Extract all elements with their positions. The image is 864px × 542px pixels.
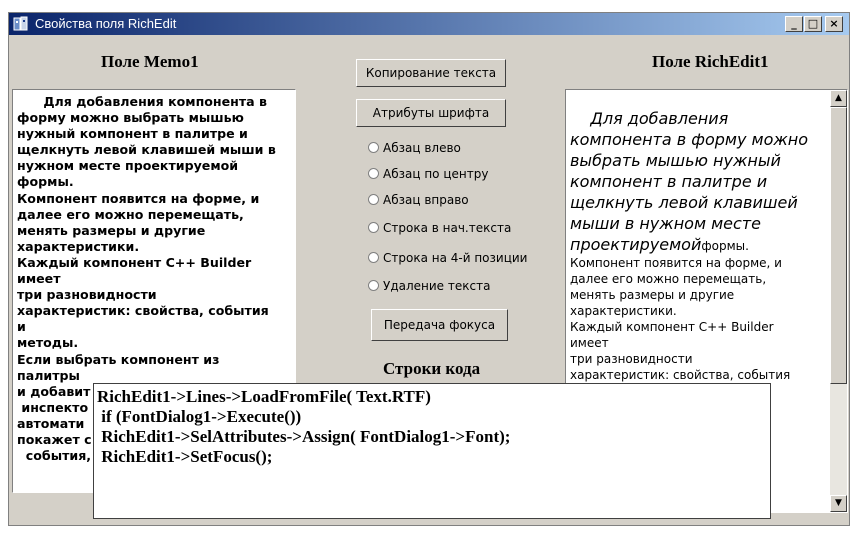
- rich-italic-line: щелкнуть левой клавишей: [570, 193, 798, 212]
- memo-line: менять размеры и другие: [17, 222, 206, 238]
- title-bar[interactable]: [9, 13, 849, 35]
- radio-option[interactable]: [368, 251, 527, 265]
- memo-line: характеристики.: [17, 238, 140, 254]
- memo-heading: Поле Memo1: [101, 52, 199, 71]
- rich-italic-line: Для добавления: [570, 109, 729, 128]
- rich-italic-line: компонент в палитре и: [570, 172, 768, 191]
- radio-circle-icon[interactable]: [368, 168, 379, 179]
- memo-line: палитры: [17, 367, 80, 383]
- rich-italic-line: мыши в нужном месте: [570, 214, 761, 233]
- memo-line: методы.: [17, 335, 79, 351]
- memo-line: события,: [17, 448, 92, 464]
- radio-circle-icon[interactable]: [368, 194, 379, 205]
- code-line: if (FontDialog1->Execute()): [97, 407, 302, 426]
- radio-option[interactable]: [368, 193, 469, 207]
- memo-line: автомати: [17, 415, 85, 431]
- rich-tail: формы.: [701, 239, 749, 253]
- memo-line: щелкнуть левой клавишей мыши в: [17, 142, 276, 158]
- memo-line: нужном месте проектируемой: [17, 158, 239, 174]
- copy-text-button[interactable]: Копирование текста: [356, 59, 506, 87]
- memo-line: формы.: [17, 174, 74, 190]
- main-window: [8, 12, 850, 526]
- memo-line: Для добавления компонента в: [17, 94, 268, 109]
- minimize-button[interactable]: _: [785, 16, 803, 32]
- radio-option[interactable]: [368, 221, 511, 235]
- rich-line: менять размеры и другие: [570, 288, 735, 302]
- rich-line: далее его можно перемещать,: [570, 272, 767, 286]
- radio-label: Строка в нач.текста: [383, 221, 512, 235]
- richedit-heading: Поле RichEdit1: [652, 52, 769, 71]
- window-title: Свойства поля RichEdit: [35, 16, 177, 31]
- rich-line: характеристик: свойства, события: [570, 368, 791, 382]
- memo-line: Каждый компонент C++ Builder: [17, 254, 252, 270]
- radio-circle-icon[interactable]: [368, 142, 379, 153]
- rich-line: три разновидности: [570, 352, 693, 366]
- radio-label: Абзац вправо: [383, 193, 469, 207]
- memo-line: имеет: [17, 271, 61, 287]
- radio-circle-icon[interactable]: [368, 252, 379, 263]
- code-lines-panel: [93, 383, 771, 519]
- memo-line: три разновидности: [17, 287, 157, 303]
- radio-label: Строка на 4-й позиции: [383, 251, 528, 265]
- radio-label: Абзац по центру: [383, 167, 489, 181]
- rich-line: характеристики.: [570, 304, 677, 318]
- rich-line: имеет: [570, 336, 609, 350]
- radio-label: Удаление текста: [383, 279, 491, 293]
- code-line: RichEdit1->SetFocus();: [97, 447, 273, 466]
- memo-line: Если выбрать компонент из: [17, 351, 220, 367]
- rich-line: Компонент появится на форме, и: [570, 256, 782, 270]
- code-lines-heading: Строки кода: [383, 359, 481, 378]
- radio-option[interactable]: [368, 141, 461, 155]
- app-icon: [13, 16, 29, 32]
- rich-line: Каждый компонент C++ Builder: [570, 320, 774, 334]
- code-line: RichEdit1->SelAttributes->Assign( FontDialog1->Font);: [97, 427, 511, 446]
- memo-line: и добавит: [17, 383, 91, 399]
- radio-label: Абзац влево: [383, 141, 461, 155]
- scroll-up-icon[interactable]: ▲: [830, 90, 847, 107]
- code-line: RichEdit1->Lines->LoadFromFile( Text.RTF): [97, 387, 431, 406]
- radio-option[interactable]: [368, 167, 488, 181]
- rich-italic-line: компонента в форму можно: [570, 130, 809, 149]
- memo-line: инспекто: [17, 399, 89, 415]
- maximize-button[interactable]: □: [804, 16, 822, 32]
- close-button[interactable]: ×: [825, 16, 843, 32]
- memo-line: и: [17, 319, 26, 335]
- font-attributes-button[interactable]: Атрибуты шрифта: [356, 99, 506, 127]
- memo-line: характеристик: свойства, события: [17, 303, 269, 319]
- scroll-down-icon[interactable]: ▼: [830, 495, 847, 512]
- radio-circle-icon[interactable]: [368, 280, 379, 291]
- focus-transfer-button[interactable]: Передача фокуса: [371, 309, 508, 341]
- memo-line: нужный компонент в палитре и: [17, 126, 248, 142]
- memo-line: далее его можно перемещать,: [17, 206, 244, 222]
- radio-option[interactable]: [368, 279, 490, 293]
- memo-line: Компонент появится на форме, и: [17, 190, 260, 206]
- rich-italic-line: выбрать мышью нужный: [570, 151, 781, 170]
- scroll-thumb[interactable]: [830, 107, 847, 384]
- rich-italic-tail: проектируемой: [570, 235, 702, 254]
- richedit-scrollbar[interactable]: [830, 90, 847, 512]
- richedit-text: [570, 108, 820, 383]
- memo-line: форму можно выбрать мышью: [17, 110, 244, 126]
- memo-line: покажет с: [17, 431, 92, 447]
- radio-circle-icon[interactable]: [368, 222, 379, 233]
